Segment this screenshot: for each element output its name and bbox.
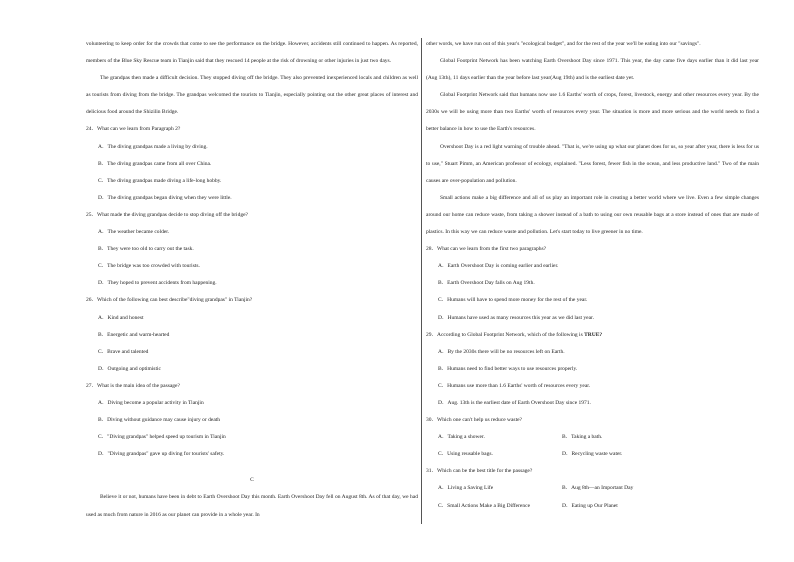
question-29-emphasis: TRUE? bbox=[584, 331, 603, 338]
q29-option-c: C．Humans use more than 1.6 Earths' worth of resources every year. bbox=[438, 382, 591, 389]
q27-option-b: B．Diving without guidance may cause injury or death bbox=[98, 417, 221, 424]
q31-options-row-2 bbox=[426, 498, 759, 515]
q31-option-b: B．Aug 8th—an Important Day bbox=[562, 485, 634, 492]
q24-option-c: C．The diving grandpas made diving a life-long hobby. bbox=[98, 177, 222, 184]
question-31: 31．Which can be the best title for the passage? bbox=[426, 468, 533, 475]
q27-option-c: C．"Diving grandpas" helped speed up tourism in Tianjin bbox=[98, 434, 226, 441]
passage-c-paragraph-1: Believe it or not, humans have been in debt to Earth Overshoot Day this month. Earth Overshoot Day fell on August 8th. As of that day, we had used as much from nature in 2016 as our planet can provide in a whole year. In bbox=[86, 494, 418, 518]
q31-options-row-1 bbox=[426, 480, 759, 497]
q29-option-b: B．Humans need to find better ways to use resources properly. bbox=[438, 365, 578, 372]
q24-option-b: B．The diving grandpas came from all over China. bbox=[98, 160, 212, 167]
question-26: 26．Which of the following can best describe"diving grandpas" in Tianjin? bbox=[86, 297, 253, 304]
q31-option-a: A．Living a Saving Life bbox=[438, 485, 494, 492]
q25-option-b: B．They were too old to carry out the task. bbox=[98, 246, 194, 253]
passage-c-warning-paragraph: Overshoot Day is a red light warning of trouble ahead. "That is, we're using up what our planet does for us, so year after year, there is less for us to use," Stuart Pimm, an American professor of ecology, explained. "Less forest, fewer fish in the ocean, and less productive land." Two of the main causes are over-population and pollution. bbox=[426, 143, 759, 184]
question-25: 25．What made the diving grandpas decide to stop diving off the bridge? bbox=[86, 211, 248, 218]
question-27: 27．What is the main idea of the passage? bbox=[86, 382, 180, 389]
section-c-heading: C bbox=[250, 477, 254, 484]
passage-c-continuation: other words, we have run out of this year's "ecological budget", and for the rest of the year we'll be eating into our "savings". bbox=[426, 41, 701, 47]
q24-option-d: D．The diving grandpas began diving when they were little. bbox=[98, 194, 232, 201]
passage-c-gfn-paragraph-2: Global Footprint Network said that humans now use 1.6 Earths' worth of crops, forest, livestock, energy and other resources every year. By the 2030s we will be using more than two Earths' worth of resources every year. The situation is more and more serious and the world needs to find a better balance in how to use the Earth's resources. bbox=[426, 92, 759, 133]
q25-option-a: A．The weather became colder. bbox=[98, 229, 170, 236]
q29-option-d: D．Aug. 13th is the earliest date of Earth Overshoot Day since 1971. bbox=[438, 399, 591, 406]
q26-option-c: C．Brave and talented bbox=[98, 348, 149, 355]
question-24: 24．What can we learn from Paragraph 2? bbox=[86, 126, 181, 133]
question-28: 28．What can we learn from the first two paragraphs? bbox=[426, 246, 547, 253]
q26-option-d: D．Outgoing and optimistic bbox=[98, 365, 161, 372]
q25-option-d: D．They hoped to prevent accidents from happening. bbox=[98, 280, 217, 287]
q28-option-d: D．Humans have used as many resources this year as we did last year. bbox=[438, 314, 594, 321]
q31-option-c: C．Small Actions Make a Big Difference bbox=[438, 502, 531, 509]
q28-option-c: C．Humans will have to spend more money for the rest of the year. bbox=[438, 297, 588, 304]
q24-option-a: A．The diving grandpas made a living by diving. bbox=[98, 143, 208, 150]
passage-c-actions-paragraph: Small actions make a big difference and all of us play an important role in creating a better world where we live. Even a few simple changes around our home can reduce waste, from taking a shower instead of a bath to using our own reusable bags at a store instead of ones that are made of plastics. In this way we can reduce waste and pollution. Let's start today to live greener in no time. bbox=[426, 194, 759, 236]
q28-option-a: A．Earth Overshoot Day is coming earlier and earlier. bbox=[438, 263, 559, 270]
question-29 bbox=[426, 327, 759, 344]
q28-option-b: B．Earth Overshoot Day falls on Aug 19th. bbox=[438, 280, 535, 287]
column-divider bbox=[421, 38, 422, 524]
q30-options-row-1 bbox=[426, 429, 759, 446]
q26-option-a: A．Kind and honest bbox=[98, 314, 144, 321]
q30-options-row-2 bbox=[426, 446, 759, 463]
passage-c-gfn-paragraph-1: Global Footprint Network has been watching Earth Overshoot Day since 1971. This year, the day came five days earlier than it did last year (Aug 13th), 11 days earlier than the year before last year(Aug 19th) and is the earliest date yet. bbox=[426, 58, 759, 82]
q30-option-a: A．Taking a shower. bbox=[438, 434, 485, 441]
question-29-text: 29．According to Global Footprint Network, which of the following is bbox=[426, 331, 585, 338]
q26-option-b: B．Energetic and warm-hearted bbox=[98, 331, 170, 338]
question-30: 30．Which one can't help us reduce waste? bbox=[426, 417, 522, 424]
left-column bbox=[86, 36, 418, 524]
q31-option-d: D．Eating up Our Planet bbox=[562, 502, 618, 509]
q30-option-b: B．Taking a bath. bbox=[562, 434, 603, 441]
q25-option-c: C．The bridge was too crowded with tourists. bbox=[98, 263, 200, 270]
q30-option-d: D．Recycling waste water. bbox=[562, 451, 623, 458]
q30-option-c: C．Using reusable bags. bbox=[438, 451, 493, 458]
passage-b-grandpas-paragraph: The grandpas then made a difficult decision. They stopped diving off the bridge. They also prevented inexperienced locals and children as well as tourists from diving from the bridge. The grandpas welcomed the tourists to Tianjin, especially pointing out the other great places of interest and delicious food around the Shizilin Bridge. bbox=[86, 75, 418, 116]
q27-option-d: D．"Diving grandpas" gave up diving for tourists' safety. bbox=[98, 451, 225, 458]
right-column bbox=[426, 36, 759, 515]
q27-option-a: A．Diving become a popular activity in Tianjin bbox=[98, 399, 204, 406]
passage-b-continuation: volunteering to keep order for the crowds that come to see the performance on the bridge. However, accidents still continued to happen. As reported, members of the Blue Sky Rescue team in Tianjin said that they rescued 14 people at the risk of drowning or other injuries in just two days. bbox=[86, 41, 418, 65]
q29-option-a: A．By the 2030s there will be no resources left on Earth. bbox=[438, 348, 565, 355]
